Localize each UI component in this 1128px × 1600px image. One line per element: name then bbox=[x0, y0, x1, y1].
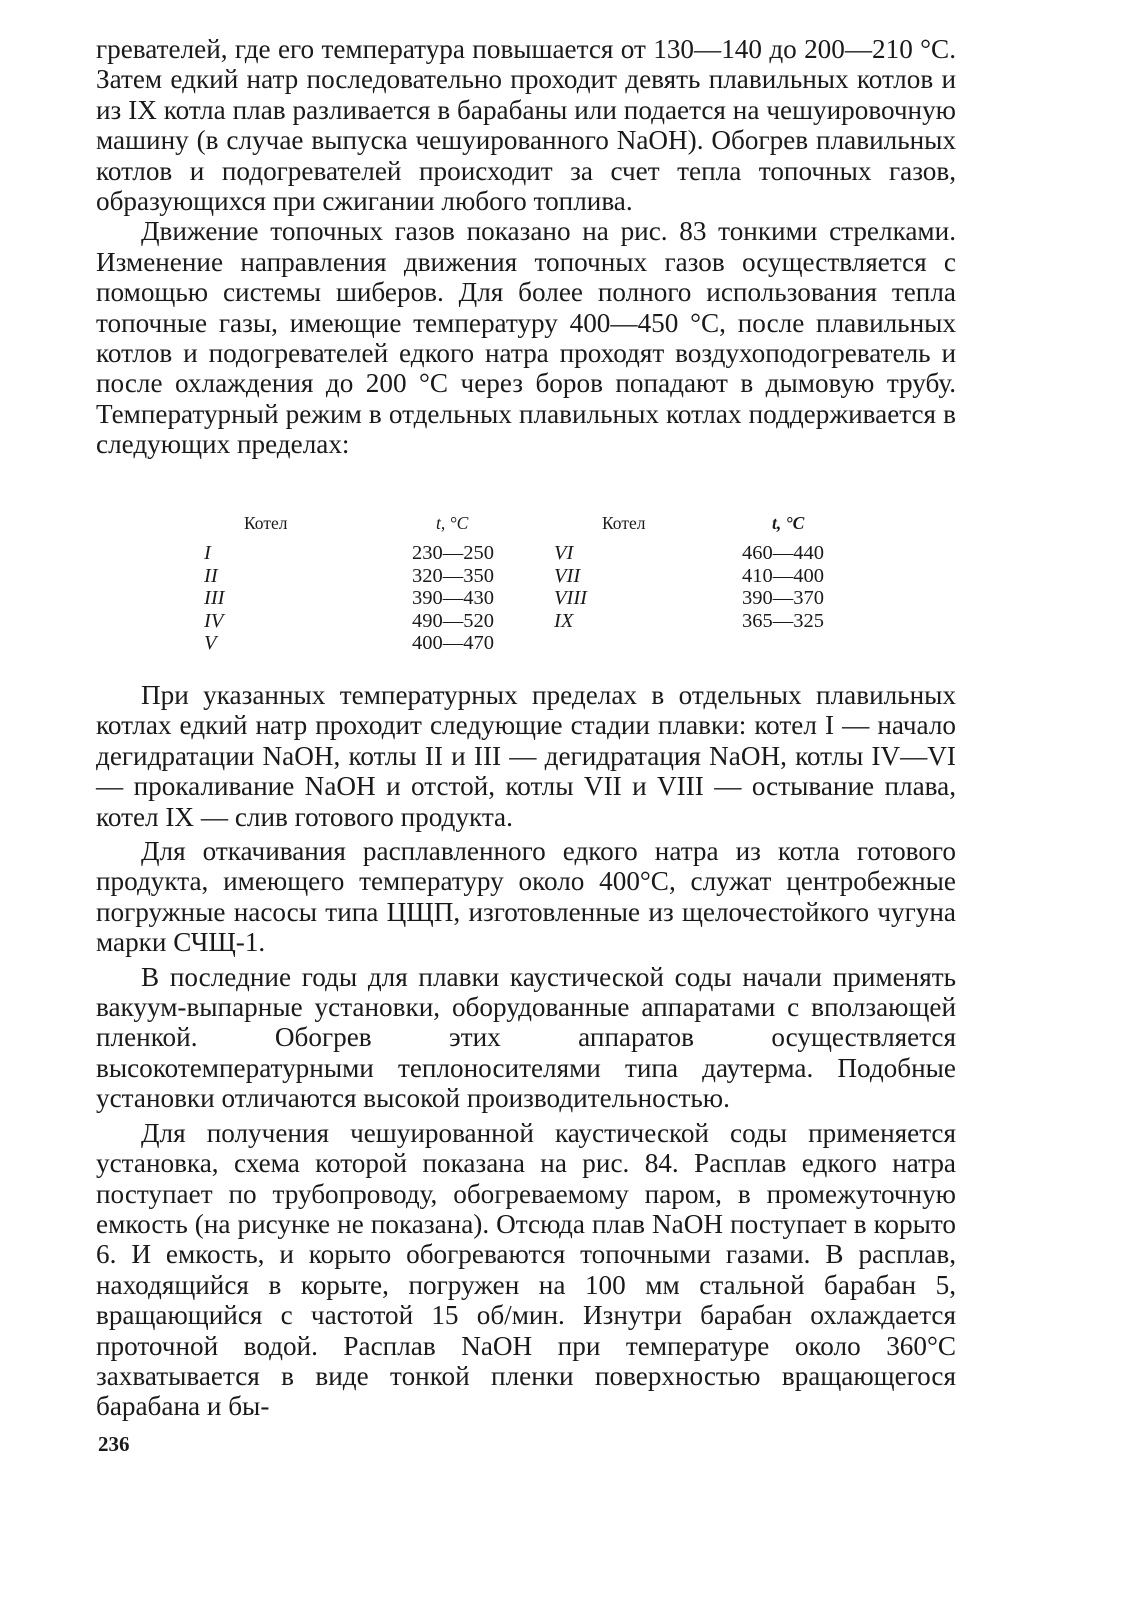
boiler-number: V bbox=[204, 632, 217, 655]
table-header-row bbox=[96, 512, 856, 542]
boiler-number: II bbox=[204, 564, 218, 587]
temperature-range: 230—250 bbox=[412, 542, 494, 564]
header-temp-1: t, °C bbox=[436, 513, 469, 533]
boiler-number: VI bbox=[554, 542, 574, 564]
page-text-lower bbox=[96, 680, 956, 1426]
boiler-number: III bbox=[204, 587, 225, 610]
page-number: 236 bbox=[98, 1432, 130, 1456]
boiler-number: IV bbox=[204, 609, 224, 632]
header-boiler-1: Котел bbox=[244, 513, 288, 533]
boiler-number: IX bbox=[554, 609, 574, 632]
paragraph-1: гревателей, где его температура повышается от 130—140 до 200—210 °C. Затем едкий натр последовательно проходит девять плавильных котлов и из IX котла плав разливается в барабаны или подается на чешуировочную машину (в случае выпуска чешуированного NaOH). Обогрев плавильных котлов и подогревателей происходит за счет тепла топочных газов, образующихся при сжигании любого топлива. bbox=[96, 34, 956, 217]
paragraph-5: В последние годы для плавки каустической соды начали применять вакуум-выпарные установки, оборудованные аппаратами с вползающей пленкой. Обогрев этих аппаратов осуществляется высокотемпературными теплоносителями типа даутерма. Подобные установки отличаются высокой производительностью. bbox=[96, 961, 956, 1114]
table-row bbox=[96, 632, 856, 655]
table-row bbox=[96, 565, 856, 588]
boiler-number: VIII bbox=[554, 587, 588, 610]
temperature-range: 410—400 bbox=[742, 564, 824, 587]
paragraph-4: Для откачивания расплавленного едкого натра из котла готового продукта, имеющего температуру около 400°C, служат центробежные погружные насосы типа ЦЩП, изготовленные из щелочестойкого чугуна марки СЧЩ-1. bbox=[96, 836, 956, 958]
table-row bbox=[96, 610, 856, 633]
temperature-range: 400—470 bbox=[412, 632, 494, 655]
header-temp-2: t, °C bbox=[772, 513, 805, 533]
header-boiler-2: Котел bbox=[602, 513, 646, 533]
temperature-range: 390—370 bbox=[742, 587, 824, 610]
boiler-number: I bbox=[204, 542, 211, 564]
temperature-range: 490—520 bbox=[412, 609, 494, 632]
table-row bbox=[96, 587, 856, 610]
temperature-range: 320—350 bbox=[412, 564, 494, 587]
temperature-range: 365—325 bbox=[742, 609, 824, 632]
page-text-upper bbox=[96, 34, 956, 464]
paragraph-3: При указанных температурных пределах в отдельных плавильных котлах едкий натр проходит следующие стадии плавки: котел I — начало дегидратации NaOH, котлы II и III — дегидратация NaOH, котлы IV—VI — прокаливание NaOH и отстой, котлы VII и VIII — остывание плава, котел IX — слив готового продукта. bbox=[96, 680, 956, 832]
table-row bbox=[96, 542, 856, 565]
boiler-temperature-table bbox=[96, 512, 856, 655]
paragraph-6: Для получения чешуированной каустической соды применяется установка, схема которой показана на рис. 84. Расплав едкого натра поступает по трубопроводу, обогреваемому паром, в промежуточную емкость (на рисунке не показана). Отсюда плав NaOH поступает в корыто 6. И емкость, и корыто обогреваются топочными газами. В расплав, находящийся в корыте, погружен на 100 мм стальной барабан 5, вращающийся с частотой 15 об/мин. Изнутри барабан охлаждается проточной водой. Расплав NaOH при температуре около 360°C захватывается в виде тонкой пленки поверхностью вращающегося барабана и бы- bbox=[96, 1117, 956, 1422]
temperature-range: 460—440 bbox=[742, 542, 824, 564]
temperature-range: 390—430 bbox=[412, 587, 494, 610]
boiler-number: VII bbox=[554, 564, 581, 587]
paragraph-2: Движение топочных газов показано на рис. 83 тонкими стрелками. Изменение направления движения топочных газов осуществляется с помощью системы шиберов. Для более полного использования тепла топочные газы, имеющие температуру 400—450 °C, после плавильных котлов и подогревателей едкого натра проходят воздухоподогреватель и после охлаждения до 200 °C через боров попадают в дымовую трубу. Температурный режим в отдельных плавильных котлах поддерживается в следующих пределах: bbox=[96, 216, 956, 460]
